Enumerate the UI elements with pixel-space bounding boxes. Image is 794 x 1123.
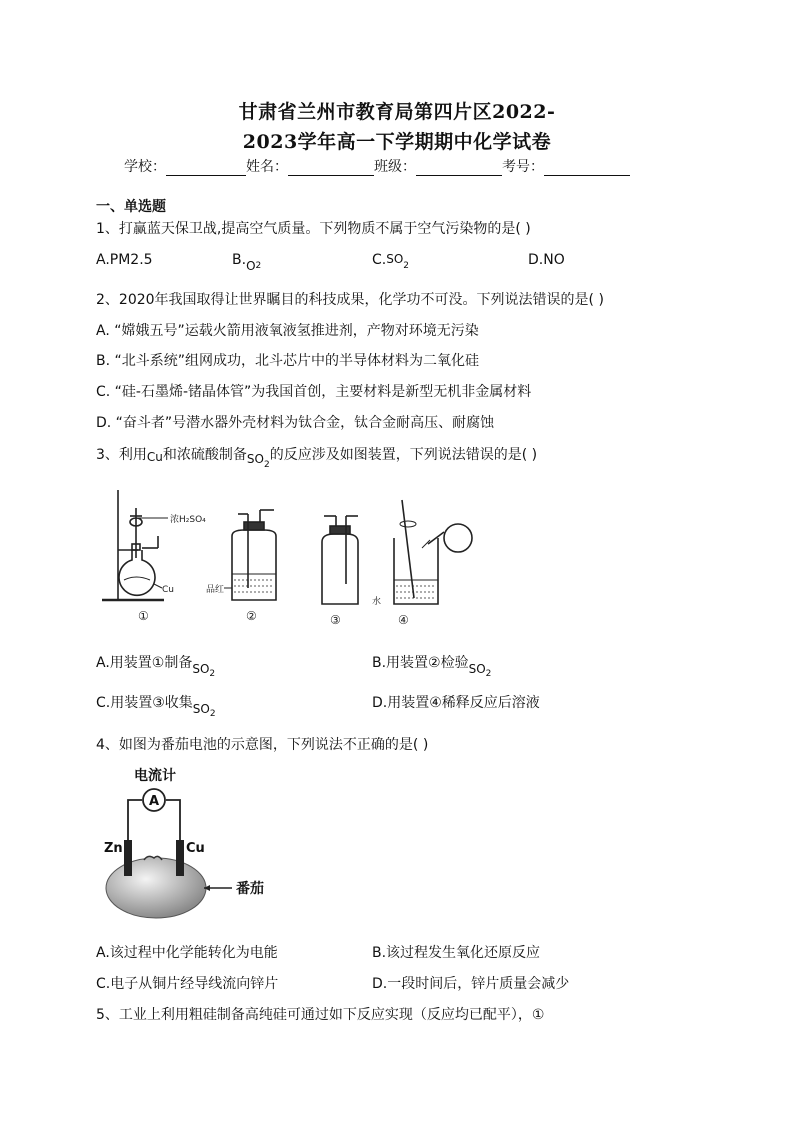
q4-option-a: A.该过程中化学能转化为电能 — [96, 945, 278, 961]
apparatus-4-number: ④ — [398, 613, 409, 627]
exam-title-line2: 2023学年高一下学期期中化学试卷 — [242, 131, 552, 153]
class-label: 班级： — [374, 159, 416, 175]
apparatus-4-beaker — [394, 500, 472, 604]
q1-stem: 1、打赢蓝天保卫战,提高空气质量。下列物质不属于空气污染物的是( ) — [96, 221, 531, 237]
pinhong-label: 品红 — [206, 585, 225, 595]
q2-option-d: D. “奋斗者”号潜水器外壳材料为钛合金，钛合金耐高压、耐腐蚀 — [96, 415, 495, 431]
name-blank — [288, 161, 374, 176]
q3-option-d: D.用装置④稀释反应后溶液 — [372, 695, 540, 711]
apparatus-2-number: ② — [246, 609, 257, 623]
exam-no-blank — [544, 161, 630, 176]
acid-label: 浓H₂SO₄ — [170, 515, 206, 525]
q2-option-a: A. “嫦娥五号”运载火箭用液氧液氢推进剂，产物对环境无污染 — [96, 323, 479, 339]
q1-option-c: $C.SO_2$ — [372, 252, 410, 271]
school-blank — [166, 161, 246, 176]
class-blank — [416, 161, 502, 176]
q1-option-a: A.PM2.5 — [96, 252, 153, 268]
q4-option-c: C.电子从铜片经导线流向锌片 — [96, 976, 279, 992]
q4-option-d: D.一段时间后，锌片质量会减少 — [372, 976, 570, 992]
school-label: 学校： — [124, 159, 166, 175]
q3-stem: 3、利用Cu和浓硫酸制备$SO_2$的反应涉及如图装置，下列说法错误的是( ) — [96, 447, 538, 470]
apparatus-1-number: ① — [138, 609, 149, 623]
cu-electrode — [176, 840, 184, 876]
q4-stem: 4、如图为番茄电池的示意图，下列说法不正确的是( ) — [96, 737, 429, 753]
student-info-row — [124, 156, 630, 176]
q3-option-b: B.用装置②检验$SO_2$ — [372, 655, 492, 679]
zn-label: Zn — [104, 841, 123, 856]
q4-tomato-battery-figure — [100, 760, 280, 930]
zn-electrode — [124, 840, 132, 876]
water-label: 水 — [372, 597, 382, 607]
apparatus-1-stand-flask — [102, 490, 168, 600]
q5-stem: 5、工业上利用粗硅制备高纯硅可通过如下反应实现（反应均已配平），① — [96, 1007, 545, 1023]
tomato-shape — [106, 858, 206, 918]
q2-stem: 2、2020年我国取得让世界瞩目的科技成果，化学功不可没。下列说法错误的是( ) — [96, 292, 604, 308]
q2-option-b: B. “北斗系统”组网成功，北斗芯片中的半导体材料为二氧化硅 — [96, 353, 480, 369]
name-label: 姓名： — [246, 159, 288, 175]
cu-label: Cu — [162, 585, 174, 595]
meter-label: 电流计 — [134, 768, 176, 784]
q1-option-b: $B.O_2$ — [232, 252, 262, 273]
cu-label: Cu — [186, 841, 205, 856]
q3-apparatus-figure — [98, 488, 478, 628]
exam-no-label: 考号： — [502, 159, 544, 175]
tomato-label: 番茄 — [236, 881, 264, 897]
q4-option-b: B.该过程发生氧化还原反应 — [372, 945, 541, 961]
apparatus-2-wash-bottle — [232, 510, 276, 600]
q3-option-a: A.用装置①制备$SO_2$ — [96, 655, 216, 679]
tomato-stem-icon — [144, 856, 162, 860]
exam-title-line1: 甘肃省兰州市教育局第四片区2022- — [238, 101, 556, 123]
apparatus-3-collect-bottle — [322, 516, 358, 604]
q1-option-d: D.NO — [528, 252, 565, 268]
q3-option-c: C.用装置③收集$SO_2$ — [96, 695, 216, 719]
section-heading: 一、单选题 — [96, 199, 166, 215]
ammeter-symbol: A — [149, 794, 160, 809]
q2-option-c: C. “硅-石墨烯-锗晶体管”为我国首创，主要材料是新型无机非金属材料 — [96, 384, 532, 400]
apparatus-3-number: ③ — [330, 613, 341, 627]
